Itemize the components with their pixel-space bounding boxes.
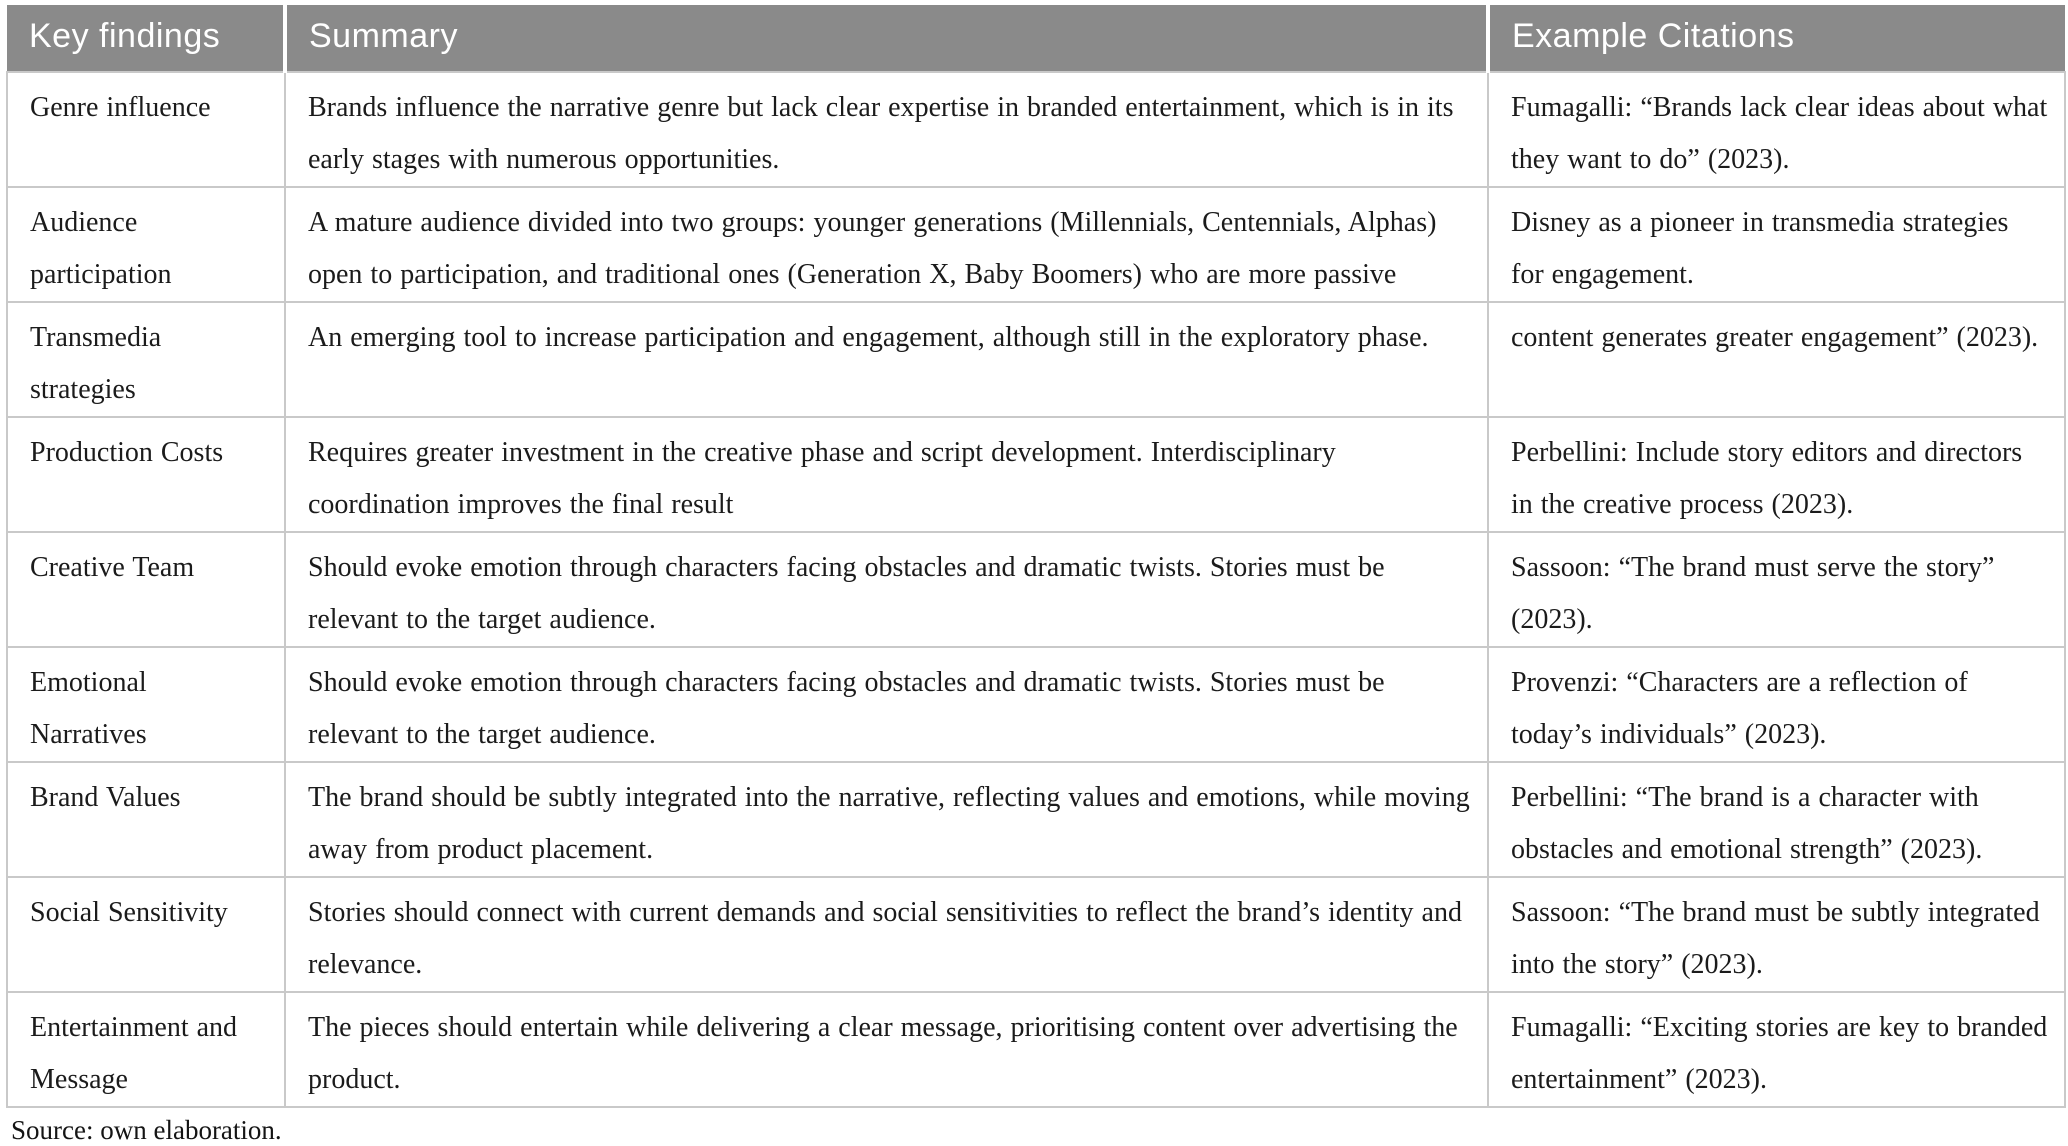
key-finding-cell: Transmedia strategies <box>7 302 285 417</box>
summary-cell: A mature audience divided into two groups: younger generations (Millennials, Centennials, Alphas) open to participation, and traditional ones (Generation X, Baby Boomers) who are more passive <box>285 187 1488 302</box>
citation-cell: Fumagalli: “Brands lack clear ideas about what they want to do” (2023). <box>1488 72 2065 187</box>
citation-cell: Sassoon: “The brand must be subtly integrated into the story” (2023). <box>1488 877 2065 992</box>
key-findings-table <box>6 5 2066 1108</box>
key-finding-cell: Production Costs <box>7 417 285 532</box>
table-body <box>7 72 2065 1107</box>
column-header-summary: Summary <box>285 5 1488 72</box>
key-finding-cell: Emotional Narratives <box>7 647 285 762</box>
citation-cell: Fumagalli: “Exciting stories are key to branded entertainment” (2023). <box>1488 992 2065 1107</box>
table-row <box>7 877 2065 992</box>
column-header-key-findings: Key findings <box>7 5 285 72</box>
summary-cell: The brand should be subtly integrated into the narrative, reflecting values and emotions, while moving away from product placement. <box>285 762 1488 877</box>
table-row <box>7 72 2065 187</box>
summary-cell: Requires greater investment in the creative phase and script development. Interdisciplinary coordination improves the final result <box>285 417 1488 532</box>
key-finding-cell: Creative Team <box>7 532 285 647</box>
table-header <box>7 5 2065 72</box>
table-row <box>7 762 2065 877</box>
citation-cell: Disney as a pioneer in transmedia strategies for engagement. <box>1488 187 2065 302</box>
summary-cell: Should evoke emotion through characters facing obstacles and dramatic twists. Stories must be relevant to the target audience. <box>285 532 1488 647</box>
source-note: Source: own elaboration. <box>11 1115 282 1145</box>
key-finding-cell: Brand Values <box>7 762 285 877</box>
summary-cell: Should evoke emotion through characters facing obstacles and dramatic twists. Stories must be relevant to the target audience. <box>285 647 1488 762</box>
summary-cell: The pieces should entertain while delivering a clear message, prioritising content over advertising the product. <box>285 992 1488 1107</box>
summary-cell: Brands influence the narrative genre but lack clear expertise in branded entertainment, which is in its early stages with numerous opportunities. <box>285 72 1488 187</box>
key-finding-cell: Social Sensitivity <box>7 877 285 992</box>
table-row <box>7 647 2065 762</box>
summary-cell: Stories should connect with current demands and social sensitivities to reflect the brand’s identity and relevance. <box>285 877 1488 992</box>
summary-cell: An emerging tool to increase participation and engagement, although still in the exploratory phase. <box>285 302 1488 417</box>
table-row <box>7 532 2065 647</box>
key-finding-cell: Entertainment and Message <box>7 992 285 1107</box>
citation-cell: Perbellini: “The brand is a character with obstacles and emotional strength” (2023). <box>1488 762 2065 877</box>
citation-cell: Provenzi: “Characters are a reflection of today’s individuals” (2023). <box>1488 647 2065 762</box>
key-finding-cell: Audience participation <box>7 187 285 302</box>
key-finding-cell: Genre influence <box>7 72 285 187</box>
citation-cell: Sassoon: “The brand must serve the story” (2023). <box>1488 532 2065 647</box>
citation-cell: content generates greater engagement” (2023). <box>1488 302 2065 417</box>
header-row <box>7 5 2065 72</box>
citation-cell: Perbellini: Include story editors and directors in the creative process (2023). <box>1488 417 2065 532</box>
table-row <box>7 302 2065 417</box>
column-header-example-citations: Example Citations <box>1488 5 2065 72</box>
table-row <box>7 992 2065 1107</box>
table-row <box>7 187 2065 302</box>
table-row <box>7 417 2065 532</box>
